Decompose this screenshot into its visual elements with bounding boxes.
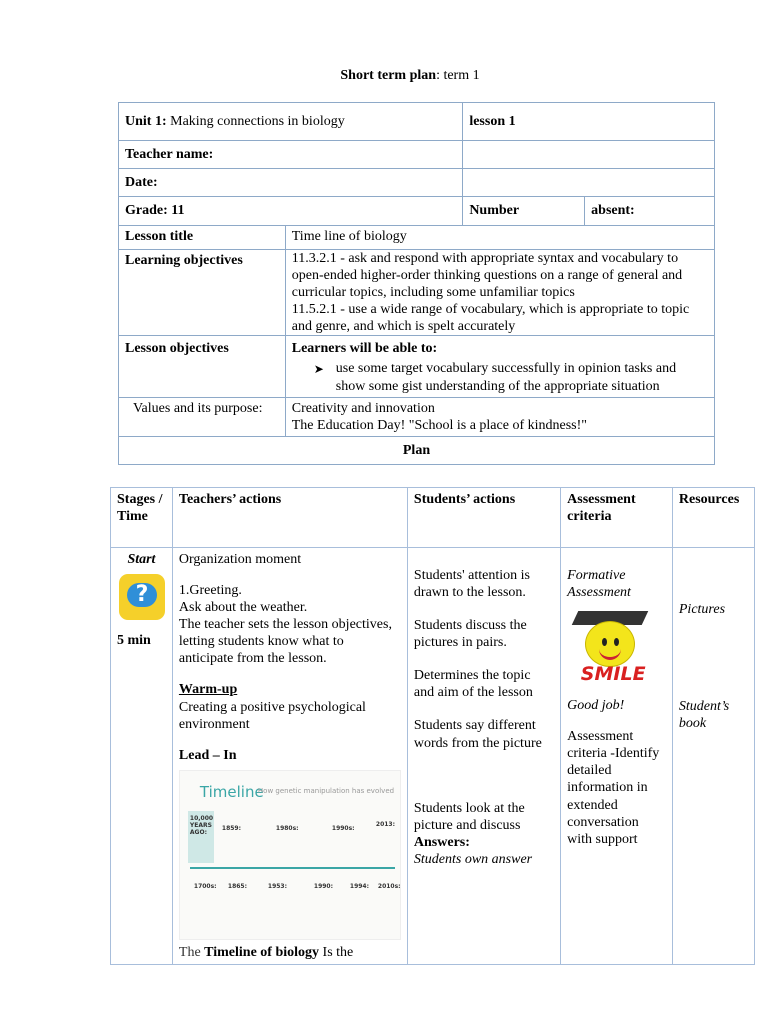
learning-objectives-label: Learning objectives — [119, 250, 286, 336]
unit-cell: Unit 1: Making connections in biology — [119, 103, 463, 141]
date-value — [463, 169, 715, 197]
lesson-objectives-value: Learners will be able to: ➤ use some target vocabulary successfully in opinion tasks and show some gist understanding of the appropriate situation — [285, 336, 714, 397]
lesson-cell: lesson 1 — [463, 103, 715, 141]
header-assessment: Assessment criteria — [561, 488, 673, 548]
grade-cell: Grade: 11 — [119, 197, 463, 226]
timeline-image: Timeline How genetic manipulation has evolved 10,000 YEARS AGO: 1859: 1980s: 1990s: 2013: 1700s: 1865: 1953: 1990: 1994: 2010s: — [179, 770, 401, 940]
values-label: Values and its purpose: — [119, 397, 286, 436]
learning-objectives-value: 11.3.2.1 - ask and respond with appropriate syntax and vocabulary to open-ended higher-order thinking questions on a range of general and curricular topics, including some unfamiliar topics 11.5.2.1 - use a wide range of vocabulary, which is appropriate to topic and genre, and which is spelt accurately — [285, 250, 714, 336]
number-cell: Number — [463, 197, 585, 226]
date-label: Date: — [119, 169, 463, 197]
question-cloud-icon: ? — [119, 574, 165, 620]
stage-cell: Start ? 5 min — [111, 548, 173, 965]
lesson-title-value: Time line of biology — [285, 226, 714, 250]
students-actions-cell: Students' attention is drawn to the lesson. Students discuss the pictures in pairs. Determines the topic and aim of the lesson Students say different words from the picture Students look at the picture and discuss Answers: Students own answer — [407, 548, 560, 965]
plan-table — [110, 487, 755, 965]
lesson-objectives-label: Lesson objectives — [119, 336, 286, 397]
header-resources: Resources — [672, 488, 754, 548]
plan-heading: Plan — [119, 436, 715, 464]
smile-graduate-icon: SMILE — [569, 607, 653, 687]
header-students-actions: Students’ actions — [407, 488, 560, 548]
header-stages: Stages / Time — [111, 488, 173, 548]
teacher-name-label: Teacher name: — [119, 141, 463, 169]
lesson-info-table — [118, 102, 715, 465]
teacher-actions-cell: Organization moment 1.Greeting. Ask about the weather. The teacher sets the lesson objectives, letting students know what to anticipate from the lesson. Warm-up Creating a positive psychological environment Lead – In Timeline How genetic manipulation has evolved 10,000 YEARS AGO: 1859: 1980s: 1990s: 2013: 1700s: 1865: 1953: 1990: 1994: 2010s: The Timeline of biology Is the — [172, 548, 407, 965]
arrow-bullet-icon: ➤ — [313, 362, 324, 377]
teacher-name-value — [463, 141, 715, 169]
resources-cell: Pictures Student’s book — [672, 548, 754, 965]
absent-cell: absent: — [585, 197, 715, 226]
values-value: Creativity and innovation The Education Day! "School is a place of kindness!" — [285, 397, 714, 436]
lesson-title-label: Lesson title — [119, 226, 286, 250]
assessment-cell: Formative Assessment SMILE Good job! Assessment criteria -Identify detailed information in extended conversation with support — [561, 548, 673, 965]
header-teachers-actions: Teachers’ actions — [172, 488, 407, 548]
page-title: Short term plan: term 1 — [340, 68, 480, 83]
